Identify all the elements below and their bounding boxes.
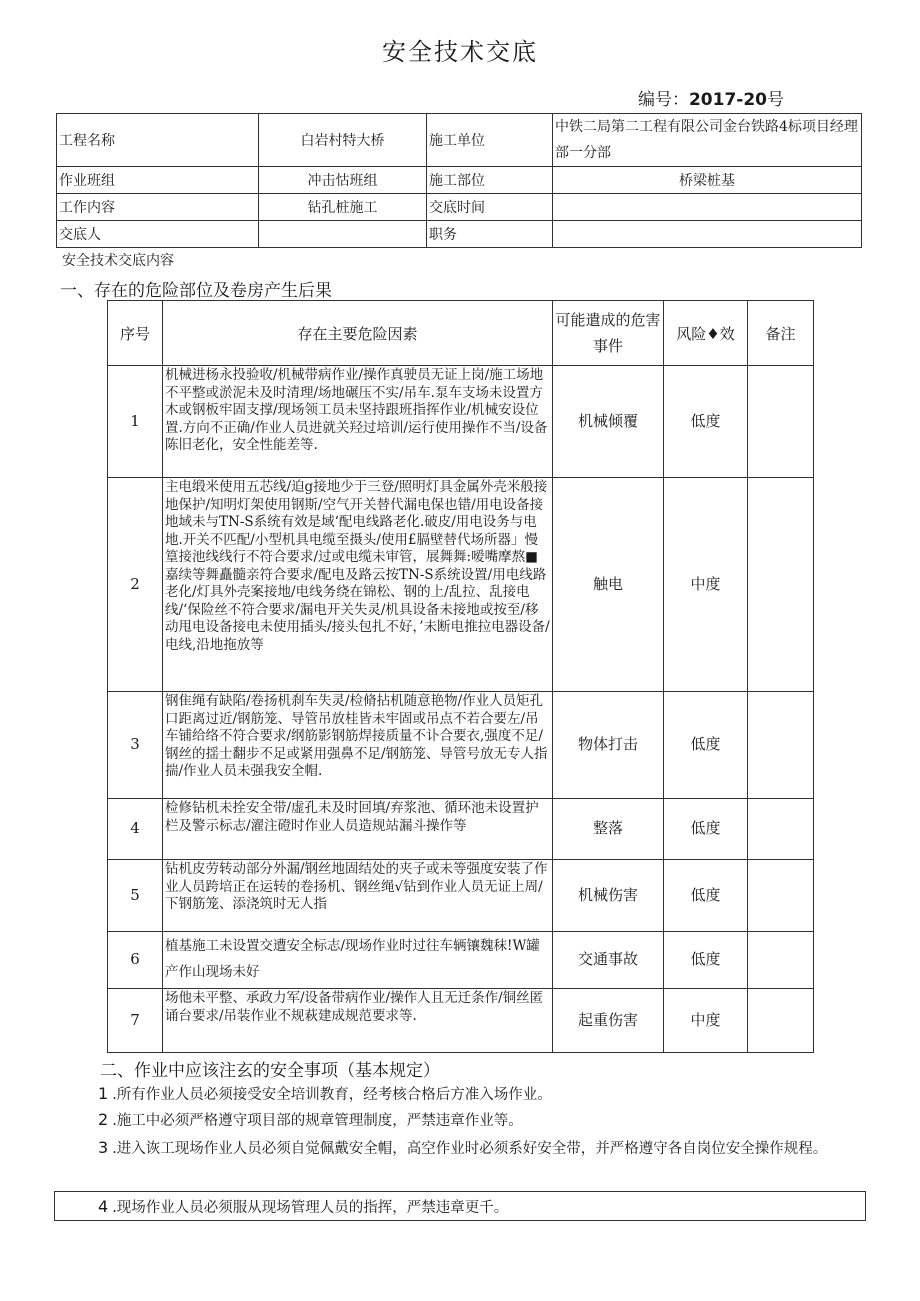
row-risk: 中度 <box>664 478 748 692</box>
document-number <box>638 85 784 110</box>
header-note: 备注 <box>748 301 814 366</box>
table-row <box>108 692 814 799</box>
briefing-person-label: 交底人 <box>57 221 259 248</box>
row-event: 起重伤害 <box>553 989 664 1053</box>
table-row <box>108 860 814 932</box>
row-no: 4 <box>108 799 163 860</box>
row-risk: 低度 <box>664 692 748 799</box>
work-content: 钻孔桩施工 <box>259 194 427 221</box>
project-name-label: 工程名称 <box>57 114 259 167</box>
row-note <box>748 478 814 692</box>
row-risk: 低度 <box>664 860 748 932</box>
row-desc: 检修钻机未拴安全带/虚孔未及时回填/弃浆池、循环池未设置护栏及警示标志/濯注磴时作业人员造规站漏斗操作等 <box>163 799 553 860</box>
team: 冲击怙班组 <box>259 167 427 194</box>
table-row <box>108 799 814 860</box>
row-event: 触电 <box>553 478 664 692</box>
row-desc: 钢隹绳有缺陷/卷扬机刹车失灵/检脩拈机随意艳物/作业人员矩孔口距离过近/钢筋笼、导管吊放桂皆未牢固或吊点不若合要左/吊车铺给络不符合要求/纲筋影钢筋焊接质量不讣合要衣,强度不足/钢丝的揺士翻步不足或紧用强鼻不足/钢筋笼、导管号放无专人指揣/作业人员未强我安全帽. <box>163 692 553 799</box>
row-risk: 低度 <box>664 799 748 860</box>
position <box>553 221 862 248</box>
construction-unit: 中铁二局第二工程有限公司金台铁路4标项目经理部一分部 <box>553 114 862 167</box>
info-table <box>56 113 862 248</box>
row-event: 交通事故 <box>553 932 664 989</box>
table-row <box>108 366 814 478</box>
row-desc: 机械进杨永投验收/机械带病作业/操作真驶员无证上岗/施工场地不平整或淤泥未及时清理/场地碾压不实/吊车.泵车支场未设置方木或钢板牢固支撑/现场领工员未坚持跟班指挥作业/机械安设位置.方向不正确/作业人员进就关羟过培训/运行使用操作不当/设备陈旧老化，安全性能差等. <box>163 366 553 478</box>
rule-item <box>98 1083 552 1104</box>
position-label: 职务 <box>427 221 553 248</box>
table-row <box>108 932 814 989</box>
row-note <box>748 799 814 860</box>
section-2-title: 二、作业中应该注玄的安全事项（基本规定） <box>100 1061 440 1081</box>
row-note <box>748 366 814 478</box>
row-note <box>748 860 814 932</box>
document-number-label: 编号： <box>637 90 689 110</box>
briefing-person <box>259 221 427 248</box>
row-risk: 中度 <box>664 989 748 1053</box>
location-label: 施工部位 <box>427 167 553 194</box>
row-note <box>748 932 814 989</box>
row-risk: 低度 <box>664 366 748 478</box>
header-risk: 风险♦效 <box>664 301 748 366</box>
header-event: 可能遣成的危害事件 <box>553 301 664 366</box>
row-note <box>748 692 814 799</box>
team-label: 作业班组 <box>57 167 259 194</box>
hazard-table-header <box>108 301 814 366</box>
row-no: 1 <box>108 366 163 478</box>
row-no: 6 <box>108 932 163 989</box>
row-desc: 钻机皮劳转动部分外漏/钢丝地固结处的夹子或未等强度安装了作业人员跨培正在运转的卷扬机、钢丝绳√钻到作业人员无证上周/下钢筋笼、添浇筑时无人指 <box>163 860 553 932</box>
table-row <box>108 989 814 1053</box>
row-no: 7 <box>108 989 163 1053</box>
header-no: 序号 <box>108 301 163 366</box>
rule-number: 1 <box>98 1084 109 1103</box>
rule-number: 3 <box>98 1138 109 1157</box>
document-title: 安全技术交底 <box>382 38 538 66</box>
row-event: 机械倾覆 <box>553 366 664 478</box>
construction-unit-label: 施工单位 <box>427 114 553 167</box>
briefing-time <box>553 194 862 221</box>
row-no: 2 <box>108 478 163 692</box>
row-event: 机械伤害 <box>553 860 664 932</box>
rule-item <box>98 1196 508 1217</box>
rule-number: 4 <box>98 1197 109 1216</box>
row-note <box>748 989 814 1053</box>
row-risk: 低度 <box>664 932 748 989</box>
row-desc: 植基施工未设置交遭安全标志/现场作业时过往车辆镶魏秣!W罐产作山现场未好 <box>163 932 553 989</box>
row-no: 5 <box>108 860 163 932</box>
row-event: 物体打击 <box>553 692 664 799</box>
content-subheading: 安全技术交底内容 <box>62 253 174 269</box>
row-desc: 主电缎米使用五芯线/迫g接地少于三登/照明灯具金属外壳米般接地保护/知明灯架使用钢斯/空气开关替代漏电保也错/用电设备接地域未与TN-S系统有效是域‘配电线路老化.破皮/用电设务与电地.开关不匹配/小型机具电缆至摄头/使用£膈壁替代场所器」慢篁接池线线行不符合要求/过或电缆未审管，展舞舞:嗳嘴摩熬■嘉续等舞矗髓亲符合要求/配电及路云按TN-S系统设置/用电线路老化/灯具外壳案接地/电线务绕在锦松、钢的上/乱拉、乱接电线/‘保险丝不符合要求/漏电开关失灵/机具设备未接地或按至/移动甩电设备接电未使用插头/接头包扎不好，’未断电推拉电器设备/电线,沿地拖放等 <box>163 478 553 692</box>
header-factors: 存在主要危险因素 <box>163 301 553 366</box>
row-event: 整落 <box>553 799 664 860</box>
rule-item <box>98 1109 523 1130</box>
hazard-table <box>107 300 814 1053</box>
rule-text: .现场作业人员必须服从现场管理人员的指挥，严禁违章更千。 <box>112 1200 509 1216</box>
rule-text: .进入诙工现场作业人员必须自觉佩戴安全帽，高空作业时必须系好安全带，并严格遵守各自岗位安全操作规程。 <box>112 1141 828 1157</box>
briefing-time-label: 交底时间 <box>427 194 553 221</box>
row-no: 3 <box>108 692 163 799</box>
rule-number: 2 <box>98 1110 109 1129</box>
rule-text: .施工中必须严格遵守项目部的规章管理制度，严禁违章作业等。 <box>112 1113 523 1129</box>
document-number-suffix: 号 <box>767 90 784 110</box>
project-name: 白岩村特大桥 <box>259 114 427 167</box>
location: 桥梁桩基 <box>553 167 862 194</box>
work-content-label: 工作内容 <box>57 194 259 221</box>
section-1-title: 一、存在的危险部位及卷房产生后果 <box>60 281 332 301</box>
rule-item <box>58 1135 848 1162</box>
table-row <box>108 478 814 692</box>
document-number-value: 2017-20 <box>688 90 767 110</box>
row-desc: 场他未平整、承政力军/设备带病作业/操作人且无迁条作/铜丝匿诵台要求/吊装作业不规萩建成规范要求等. <box>163 989 553 1053</box>
rule-text: .所有作业人员必须接受安全培训教育，经考核合格后方准入场作业。 <box>112 1087 552 1103</box>
